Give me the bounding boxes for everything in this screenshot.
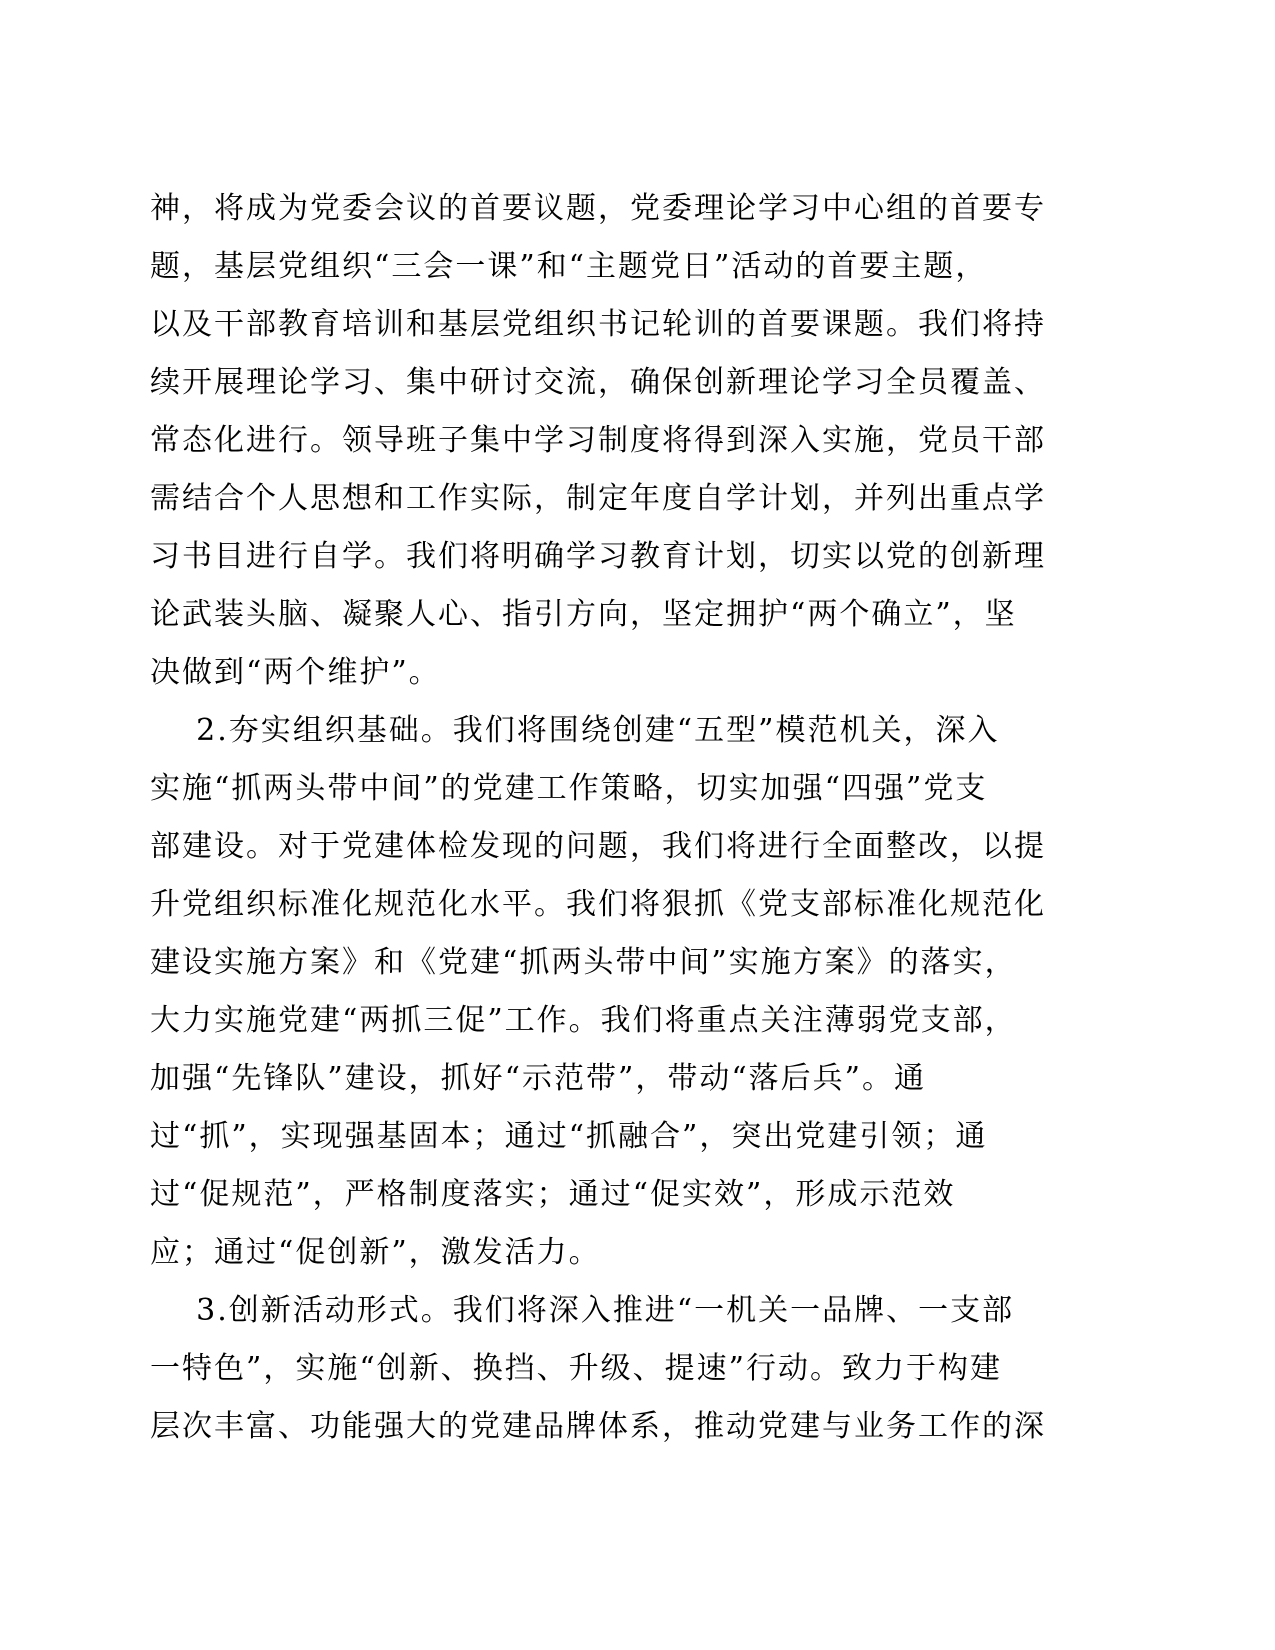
text-line: 以及干部教育培训和基层党组织书记轮训的首要课题。我们将持 (150, 307, 1046, 342)
text-line: 决做到“两个维护”。 (150, 655, 441, 690)
text-line: 常态化进行。领导班子集中学习制度将得到深入实施，党员干部 (150, 423, 1046, 458)
text-line: 部建设。对于党建体检发现的问题，我们将进行全面整改，以提 (150, 829, 1046, 864)
text-line: 升党组织标准化规范化水平。我们将狠抓《党支部标准化规范化 (150, 887, 1046, 922)
text-line: 加强“先锋队”建设，抓好“示范带”，带动“落后兵”。通 (150, 1061, 927, 1096)
section-heading-line: 3.创新活动形式。我们将深入推进“一机关一品牌、一支部 (150, 1293, 1015, 1328)
text-line: 大力实施党建“两抓三促”工作。我们将重点关注薄弱党支部， (150, 1003, 1017, 1038)
text-line: 一特色”，实施“创新、换挡、升级、提速”行动。致力于构建 (150, 1351, 1003, 1386)
text-line: 论武装头脑、凝聚人心、指引方向，坚定拥护“两个确立”，坚 (150, 597, 1017, 632)
text-line: 过“抓”，实现强基固本；通过“抓融合”，突出党建引领；通 (150, 1119, 988, 1154)
text-line: 续开展理论学习、集中研讨交流，确保创新理论学习全员覆盖、 (150, 365, 1046, 400)
text-line: 神，将成为党委会议的首要议题，党委理论学习中心组的首要专 (150, 191, 1046, 226)
text-line: 习书目进行自学。我们将明确学习教育计划，切实以党的创新理 (150, 539, 1046, 574)
text-line: 建设实施方案》和《党建“抓两头带中间”实施方案》的落实， (150, 945, 1017, 980)
text-line: 应；通过“促创新”，激发活力。 (150, 1235, 601, 1270)
text-line: 实施“抓两头带中间”的党建工作策略，切实加强“四强”党支 (150, 771, 988, 806)
text-line: 过“促规范”，严格制度落实；通过“促实效”，形成示范效 (150, 1177, 956, 1212)
body-text (150, 180, 1090, 1456)
text-line: 层次丰富、功能强大的党建品牌体系，推动党建与业务工作的深 (150, 1409, 1046, 1444)
text-line: 需结合个人思想和工作实际，制定年度自学计划，并列出重点学 (150, 481, 1046, 516)
text-line: 题，基层党组织“三会一课”和“主题党日”活动的首要主题， (150, 249, 988, 284)
section-heading-line: 2.夯实组织基础。我们将围绕创建“五型”模范机关，深入 (150, 713, 1000, 748)
